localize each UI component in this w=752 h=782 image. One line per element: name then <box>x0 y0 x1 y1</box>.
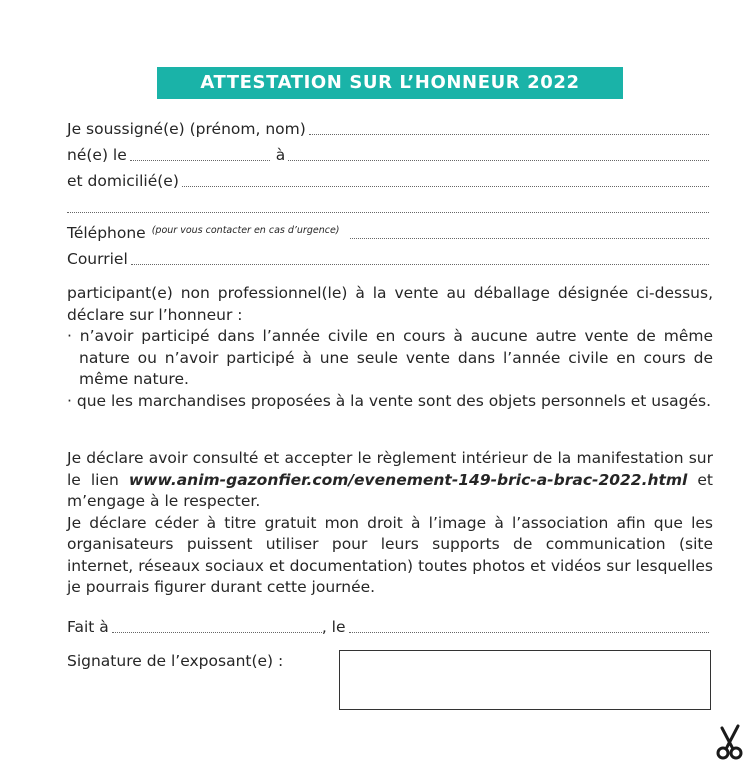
signature-label: Signature de l’exposant(e) : <box>67 652 284 670</box>
rules-text-after-link: et m’engage à le respecter. <box>67 470 714 510</box>
phone-dotted-line[interactable] <box>350 238 709 239</box>
phone-field[interactable] <box>67 220 709 244</box>
name-field[interactable] <box>67 116 709 140</box>
place-label: Fait à <box>67 618 109 636</box>
declaration-intro: participant(e) non professionnel(le) à la vente au déballage désignée ci-dessus, déclare sur l’honneur : <box>67 284 713 324</box>
address-field-continued[interactable] <box>67 194 709 218</box>
declaration-block <box>67 283 713 412</box>
scissors-icon <box>714 722 746 762</box>
rules-link[interactable]: www.anim-gazonfier.com/evenement-149-bric-a-brac-2022.html <box>128 470 688 489</box>
email-field[interactable] <box>67 246 709 270</box>
phone-hint: (pour vous contacter en cas d’urgence) <box>151 225 340 236</box>
address-label: et domicilié(e) <box>67 172 179 190</box>
address-field[interactable] <box>67 168 709 192</box>
image-rights-text: Je déclare céder à titre gratuit mon droit à l’image à l’association afin que les organisateurs puissent utiliser pour leurs supports de communication (site internet, réseaux sociaux et documentation) toutes photos et vidéos sur lesquelles je pourrais figurer durant cette journée. <box>67 513 713 596</box>
email-dotted-line[interactable] <box>131 264 709 265</box>
date-label: , le <box>321 618 346 636</box>
date-dotted-line[interactable] <box>349 632 709 633</box>
birth-place-dotted-line[interactable] <box>288 160 709 161</box>
address-dotted-line-2[interactable] <box>67 212 709 213</box>
place-dotted-line[interactable] <box>112 632 322 633</box>
birth-date-label: né(e) le <box>67 146 127 164</box>
signature-box[interactable] <box>339 650 711 710</box>
declaration-bullet-1: · n’avoir participé dans l’année civile en cours à aucune autre vente de même nature ou n’avoir participé à une seule vente dans l’année civile en cours de même nature. <box>67 327 713 388</box>
birth-field[interactable] <box>67 142 709 166</box>
address-dotted-line[interactable] <box>182 186 709 187</box>
declaration-bullet-2: · que les marchandises proposées à la vente sont des objets personnels et usagés. <box>67 391 712 410</box>
name-dotted-line[interactable] <box>309 134 709 135</box>
phone-label: Téléphone <box>67 224 146 242</box>
rules-block <box>67 448 713 599</box>
rules-text-before-link: Je déclare avoir consulté et accepter le règlement intérieur de la manifestation sur le lien <box>67 449 713 489</box>
page-title: ATTESTATION SUR L’HONNEUR 2022 <box>157 67 623 99</box>
place-date-field[interactable] <box>67 614 709 638</box>
email-label: Courriel <box>67 250 128 268</box>
name-label: Je soussigné(e) (prénom, nom) <box>67 120 306 138</box>
birth-place-label: à <box>275 146 286 164</box>
birth-date-dotted-line[interactable] <box>130 160 270 161</box>
